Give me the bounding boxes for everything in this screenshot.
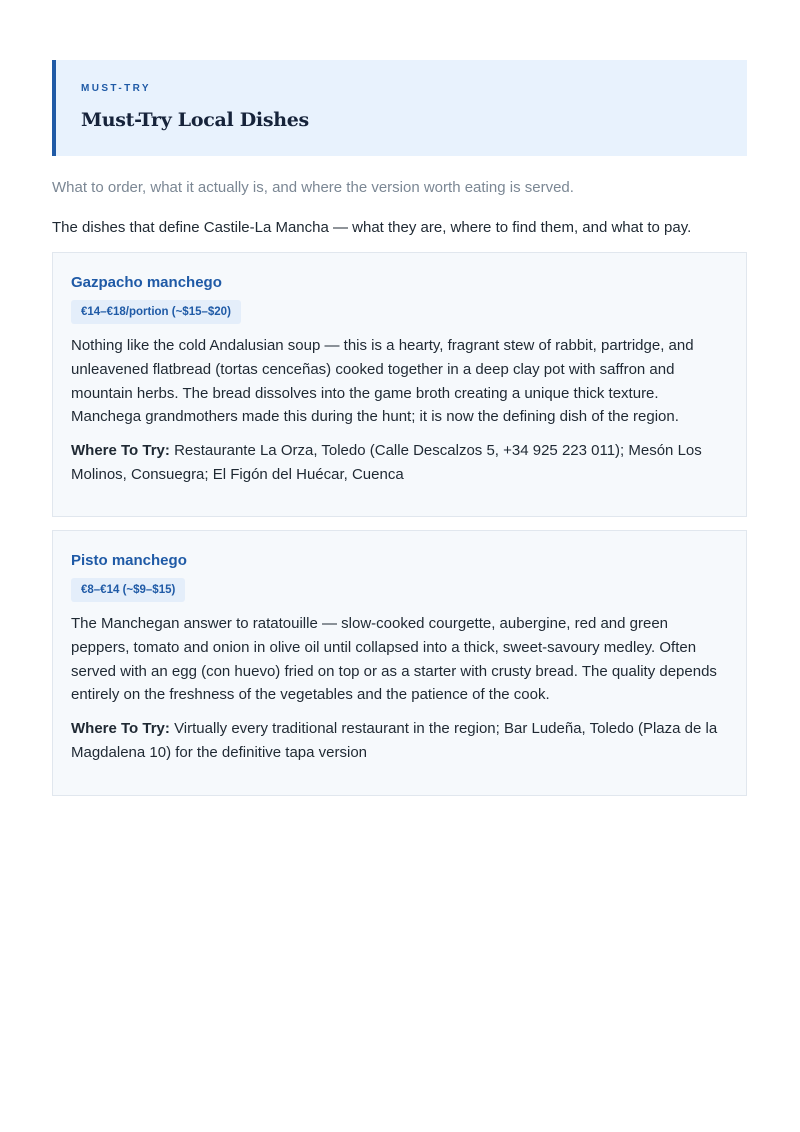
where-to-try-text: Virtually every traditional restaurant in the region; Bar Ludeña, Toledo (Plaza de la Magdalena 10) for the definitive tapa version (71, 720, 718, 761)
section-intro: The dishes that define Castile-La Mancha — what they are, where to find them, and what to pay. (52, 219, 692, 236)
price-badge: €8–€14 (~$9–$15) (71, 578, 185, 602)
dish-name: Pisto manchego (71, 552, 187, 569)
dish-card-pisto-manchego (52, 530, 747, 796)
where-to-try-label: Where To Try: (71, 442, 170, 460)
section-eyebrow: MUST-TRY (81, 83, 151, 94)
where-to-try-text: Restaurante La Orza, Toledo (Calle Descalzos 5, +34 925 223 011); Mesón Los Molinos, Consuegra; El Figón del Huécar, Cuenca (71, 442, 702, 483)
page-content (52, 60, 747, 796)
price-badge: €14–€18/portion (~$15–$20) (71, 300, 241, 324)
dish-card-gazpacho-manchego (52, 252, 747, 517)
page-title: Must-Try Local Dishes (81, 109, 309, 131)
dish-name: Gazpacho manchego (71, 274, 222, 291)
where-to-try (71, 439, 728, 487)
section-subtitle: What to order, what it actually is, and where the version worth eating is served. (52, 179, 574, 196)
where-to-try-label: Where To Try: (71, 720, 170, 738)
dish-description: The Manchegan answer to ratatouille — slow-cooked courgette, aubergine, red and green peppers, tomato and onion in olive oil until collapsed into a thick, sweet-savoury medley. Often served with an egg (con huevo) fried on top or as a starter with crusty bread. The quality depends entirely on the freshness of the vegetables and the patience of the cook. (71, 615, 717, 704)
dish-description: Nothing like the cold Andalusian soup — this is a hearty, fragrant stew of rabbit, partridge, and unleavened flatbread (tortas cenceñas) cooked together in a deep clay pot with saffron and mountain herbs. The bread dissolves into the game broth creating a unique thick texture. Manchega grandmothers made this during the hunt; it is now the defining dish of the region. (71, 337, 694, 426)
where-to-try (71, 717, 728, 765)
section-header (52, 60, 747, 156)
